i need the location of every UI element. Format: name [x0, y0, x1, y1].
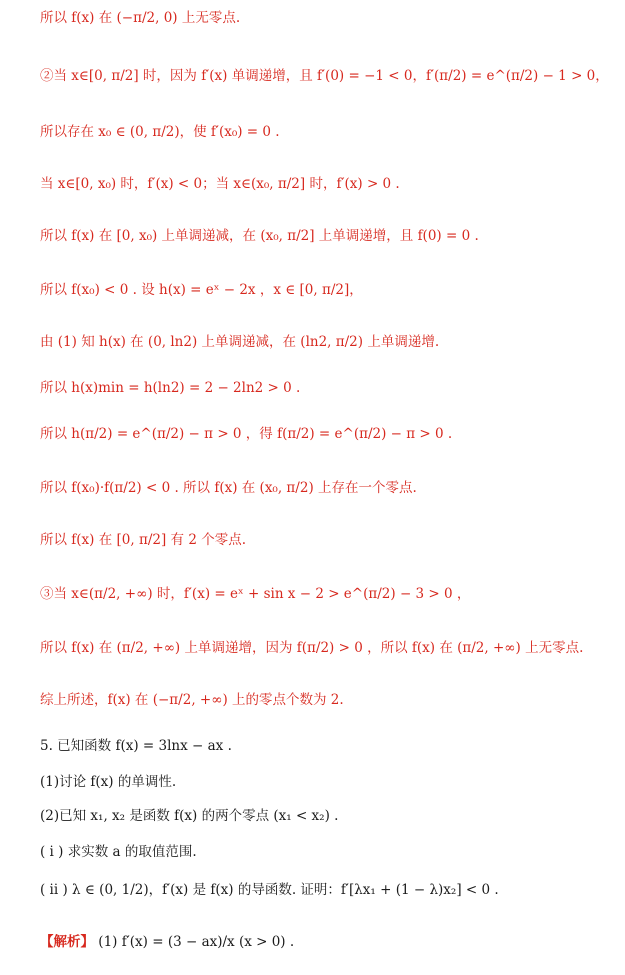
line-13: 所以 f(x) 在 (π/2, +∞) 上单调递增，因为 f(π/2) > 0 ，所以 f(x) 在 (π/2, +∞) 上无零点.: [40, 640, 584, 656]
line-12: ③当 x∈(π/2, +∞) 时，f′(x) = eˣ + sin x − 2 > e^(π/2) − 3 > 0 ，: [40, 586, 471, 602]
problem-5-part-1: (1)讨论 f(x) 的单调性.: [40, 774, 177, 790]
solution-text: (1) f′(x) = (3 − ax)/x (x > 0) .: [98, 934, 295, 950]
line-2: ②当 x∈[0, π/2] 时，因为 f′(x) 单调递增，且 f′(0) = −1 < 0，f′(π/2) = e^(π/2) − 1 > 0，: [40, 68, 609, 84]
line-1: 所以 f(x) 在 (−π/2, 0) 上无零点.: [40, 10, 241, 26]
line-7: 由 (1) 知 h(x) 在 (0, ln2) 上单调递减，在 (ln2, π/2) 上单调递增.: [40, 334, 440, 350]
solution-line: [40, 932, 615, 952]
problem-5-part-2: (2)已知 x₁, x₂ 是函数 f(x) 的两个零点 (x₁ < x₂) .: [40, 808, 339, 824]
line-8: 所以 h(x)min = h(ln2) = 2 − 2ln2 > 0 .: [40, 380, 301, 396]
line-4: 当 x∈[0, x₀) 时，f′(x) < 0；当 x∈(x₀, π/2] 时，f′(x) > 0 .: [40, 176, 400, 192]
line-6: 所以 f(x₀) < 0 . 设 h(x) = eˣ − 2x ，x ∈ [0, π/2]，: [40, 282, 363, 298]
problem-5-title: 5. 已知函数 f(x) = 3lnx − ax .: [40, 738, 232, 754]
problem-5-part-2-i: ( i ) 求实数 a 的取值范围.: [40, 844, 197, 860]
line-5: 所以 f(x) 在 [0, x₀) 上单调递减，在 (x₀, π/2] 上单调递增，且 f(0) = 0 .: [40, 228, 479, 244]
line-14: 综上所述，f(x) 在 (−π/2, +∞) 上的零点个数为 2.: [40, 692, 344, 708]
problem-5-part-2-ii: ( ii ) λ ∈ (0, 1/2)，f′(x) 是 f(x) 的导函数. 证明：f′[λx₁ + (1 − λ)x₂] < 0 .: [40, 882, 499, 898]
line-3: 所以存在 x₀ ∈ (0, π/2)，使 f′(x₀) = 0 .: [40, 124, 280, 140]
line-9: 所以 h(π/2) = e^(π/2) − π > 0 ，得 f(π/2) = e^(π/2) − π > 0 .: [40, 426, 453, 442]
solution-label: 【解析】: [40, 934, 94, 950]
line-10: 所以 f(x₀)·f(π/2) < 0 . 所以 f(x) 在 (x₀, π/2) 上存在一个零点.: [40, 480, 417, 496]
line-11: 所以 f(x) 在 [0, π/2] 有 2 个零点.: [40, 532, 246, 548]
